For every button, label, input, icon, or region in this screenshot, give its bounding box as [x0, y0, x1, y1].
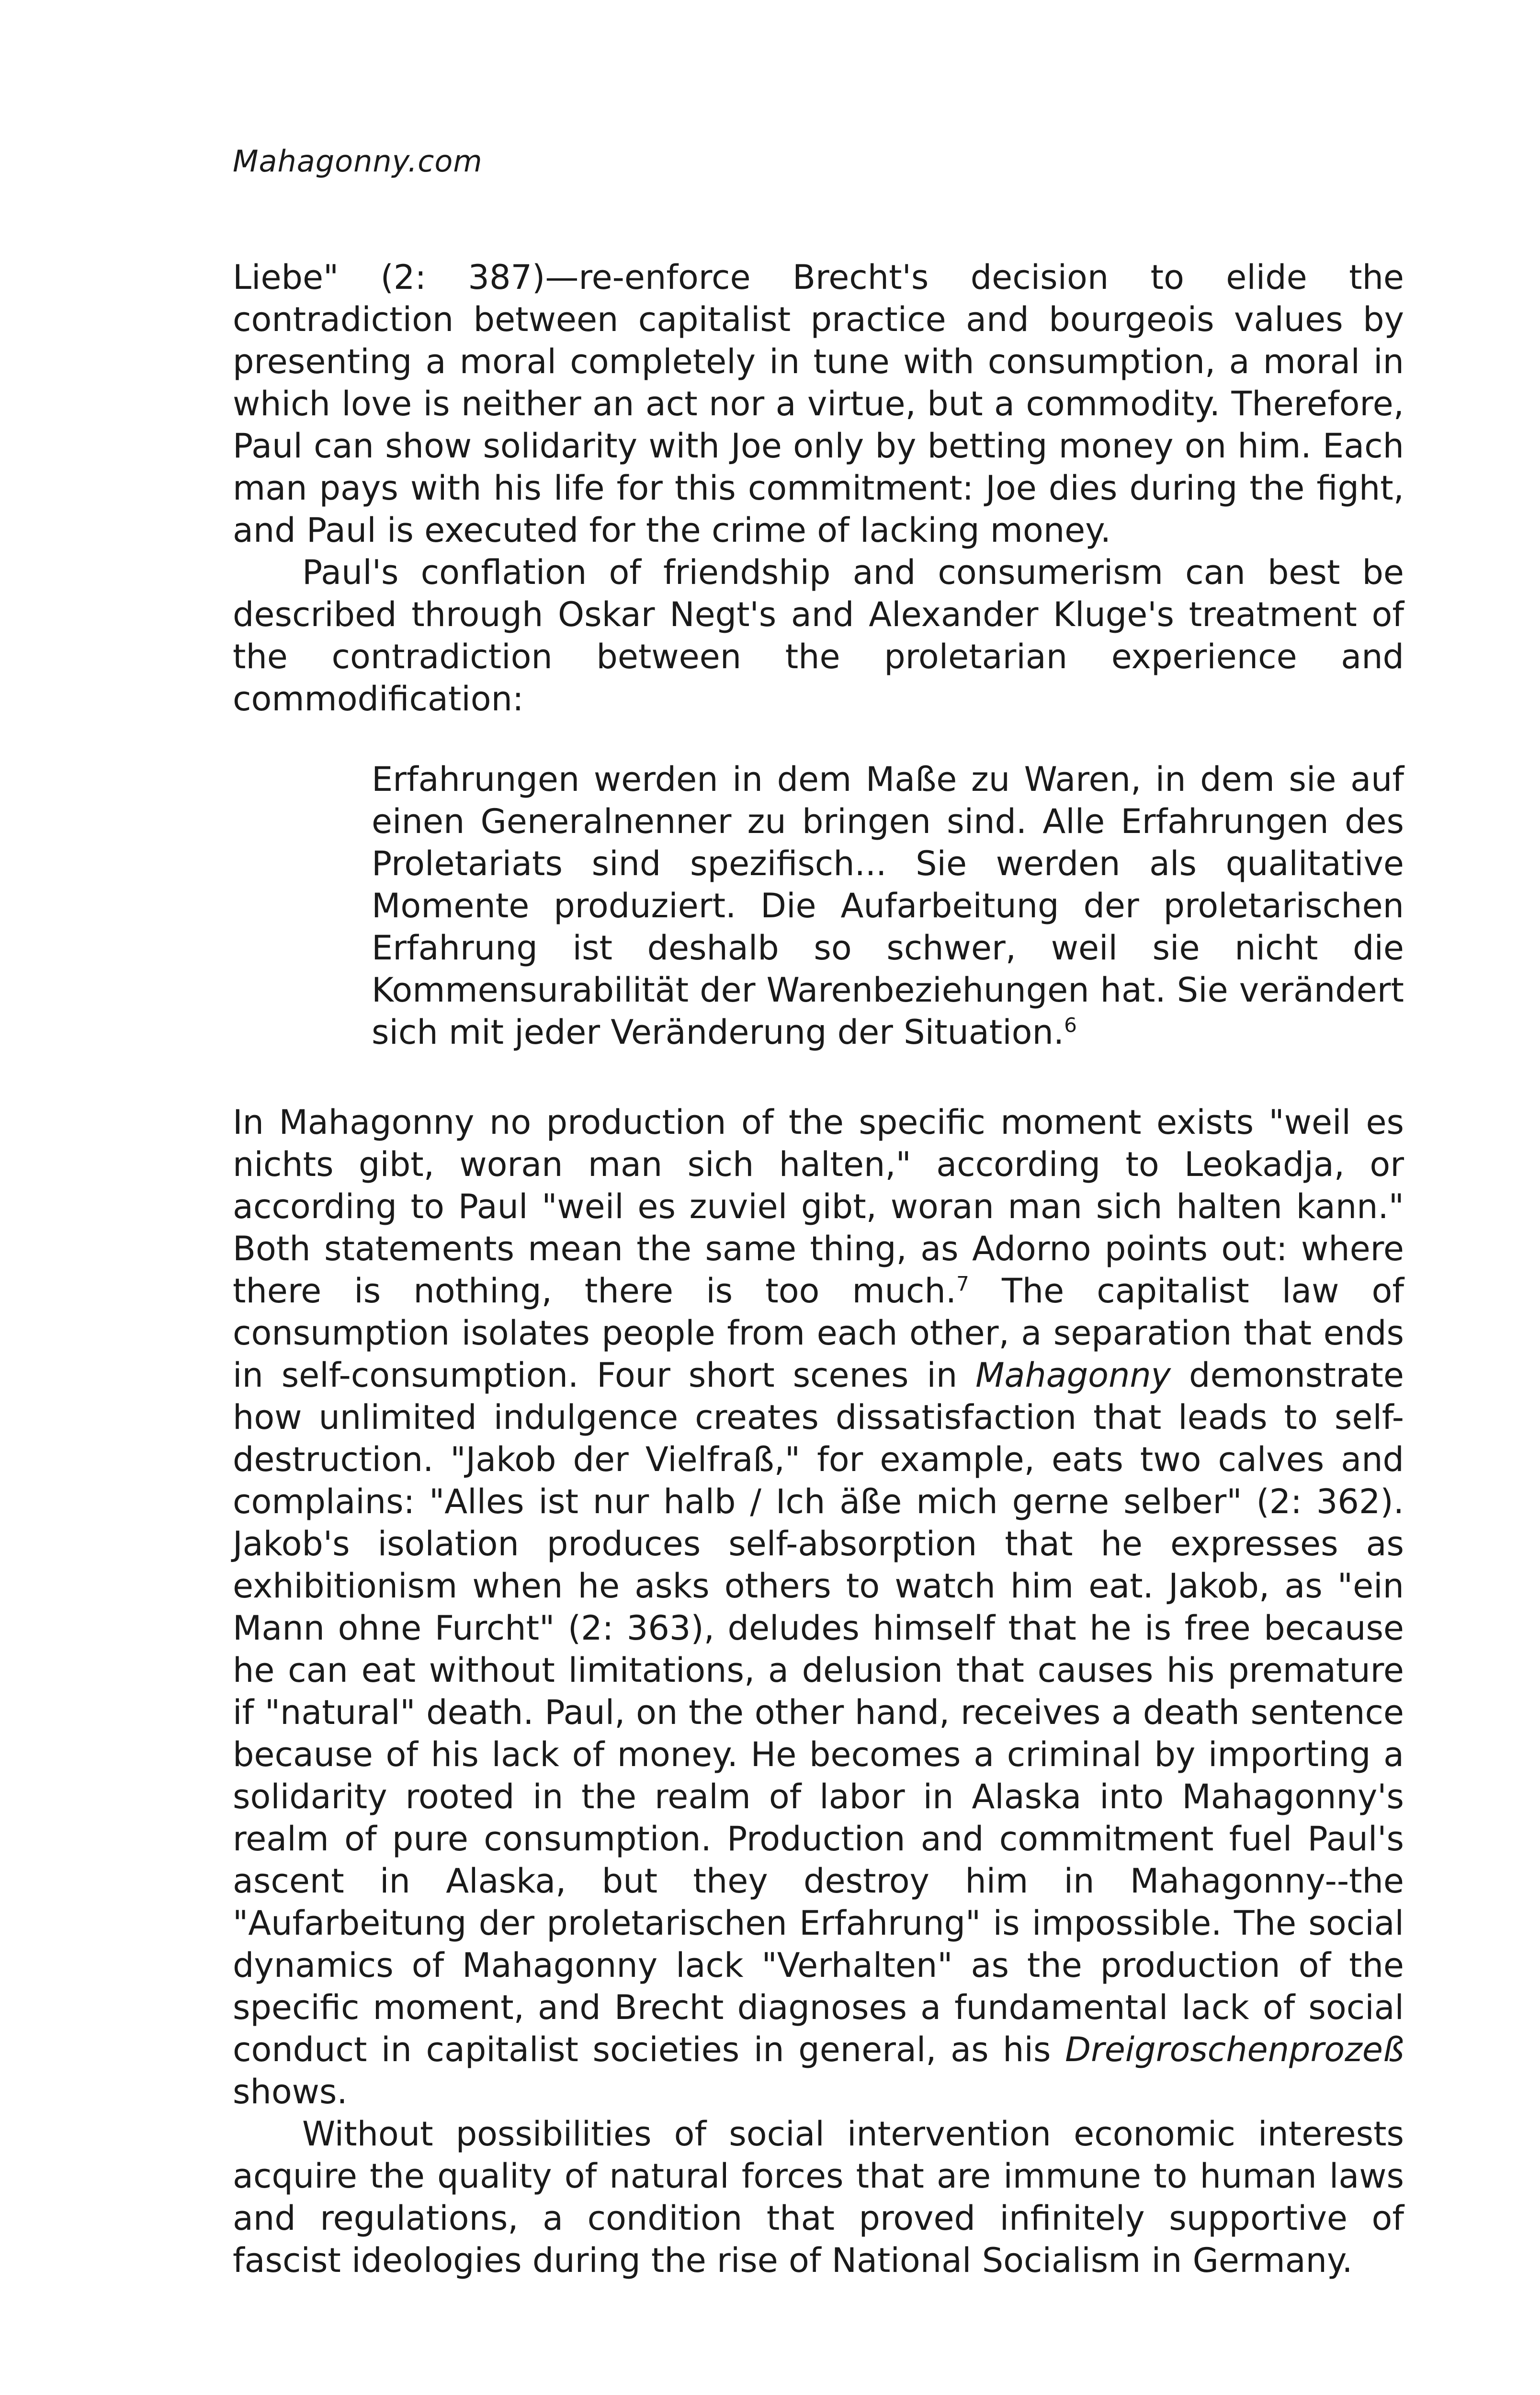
work-title-dreigroschenprozess: Dreigroschenprozeß: [1065, 2030, 1404, 2069]
paragraph-3-part-c: demonstrate how unlimited indulgence creates dissatisfaction that leads to self-destruction. "Jakob der Vielfraß," for example, eats two calves and complains: "Alles ist nur halb / Ich äße mich gerne selber" (2: 362). Jakob's isolation produces self-absorption that he expresses as exhibitionism when he asks others to watch him eat. Jakob, as "ein Mann ohne Furcht" (2: 363), deludes himself that he is free because he can eat without limitations, a delusion that causes his premature if "natural" death. Paul, on the other hand, receives a death sentence because of his lack of money. He becomes a criminal by importing a solidarity rooted in the realm of labor in Alaska into Mahagonny's realm of pure consumption. Production and commitment fuel Paul's ascent in Alaska, but they destroy him in Mahagonny--the "Aufarbeitung der proletarischen Erfahrung" is impossible. The social dynamics of Mahagonny lack "Verhalten" as the production of the specific moment, and Brecht diagnoses a fundamental lack of social conduct in capitalist societies in general, as his: [233, 1356, 1404, 2069]
paragraph-1: Liebe" (2: 387)—re-enforce Brecht's decision to elide the contradiction between capitalist practice and bourgeois values by presenting a moral completely in tune with consumption, a moral in which love is neither an act nor a virtue, but a commodity. Therefore, Paul can show solidarity with Joe only by betting money on him. Each man pays with his life for this commitment: Joe dies during the fight, and Paul is executed for the crime of lacking money.: [233, 258, 1404, 550]
block-quote-text: [372, 758, 1404, 1053]
document-page: [233, 0, 1404, 2395]
block-quote: [372, 758, 1404, 1053]
footnote-ref-7: 7: [956, 1272, 969, 1296]
work-title-mahagonny: Mahagonny: [975, 1356, 1171, 1395]
running-head: Mahagonny.com: [233, 144, 483, 179]
block-quote-body: Erfahrungen werden in dem Maße zu Waren, in dem sie auf einen Generalnenner zu bringen sind. Alle Erfahrungen des Proletariats sind spezifisch... Sie werden als qualitative Momente produziert. Die Aufarbeitung der proletarischen Erfahrung ist deshalb so schwer, weil sie nicht die Kommensurabilität der Warenbeziehungen hat. Sie verändert sich mit jeder Veränderung der Situation.: [372, 760, 1404, 1052]
paragraph-3-part-d: shows.: [233, 2072, 348, 2111]
paragraph-4: Without possibilities of social intervention economic interests acquire the quality of natural forces that are immune to human laws and regulations, a condition that proved infinitely supportive of fascist ideologies during the rise of National Socialism in Germany.: [233, 2114, 1404, 2280]
paragraph-2: Paul's conflation of friendship and consumerism can best be described through Oskar Negt's and Alexander Kluge's treatment of the contradiction between the proletarian experience and commodification:: [233, 553, 1404, 718]
paragraph-3-part-a: In Mahagonny no production of the specific moment exists "weil es nichts gibt, woran man sich halten," according to Leokadja, or according to Paul "weil es zuviel gibt, woran man sich halten kann." Both statements mean the same thing, as Adorno points out: where there is nothing, there is too much.: [233, 1103, 1404, 1311]
paragraph-3: [233, 1101, 1404, 2113]
footnote-ref-6: 6: [1064, 1013, 1077, 1037]
paragraph-3-part-b: The capitalist law of consumption isolates people from each other, a separation that ends in self-consumption. Four short scenes in: [233, 1271, 1404, 1395]
body-text: [233, 256, 1404, 2281]
